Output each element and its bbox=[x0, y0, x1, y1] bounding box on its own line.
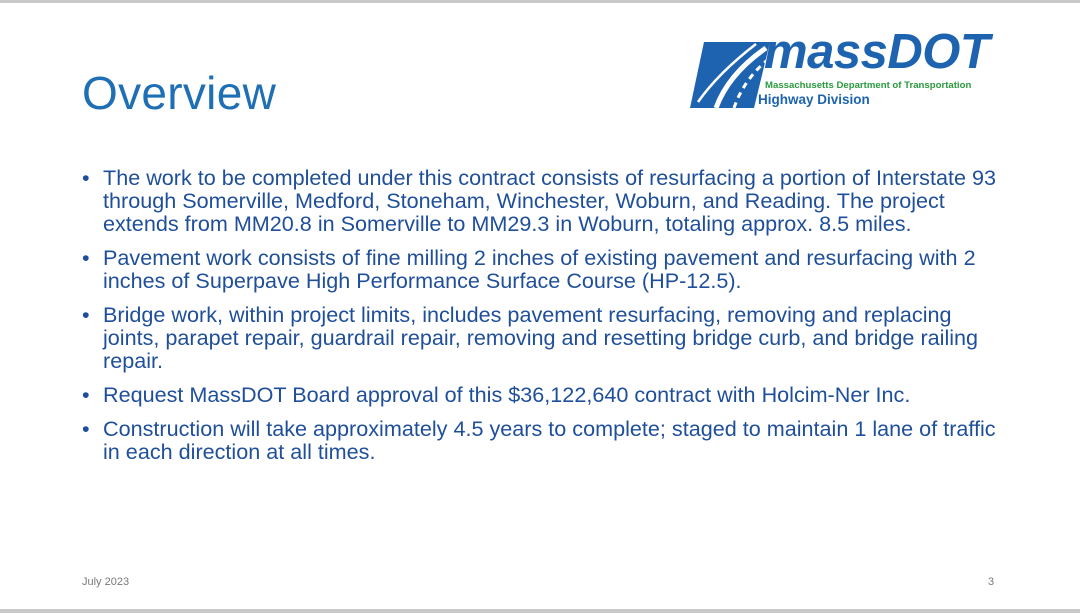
bullet-text: The work to be completed under this contract consists of resurfacing a portion of Interstate 93 through Somerville, Medford, Stoneham, Winchester, Woburn, and Reading. The project extends from MM20.8 in Somerville to MM29.3 in Woburn, totaling approx. 8.5 miles. bbox=[103, 165, 997, 236]
bullet-text: Bridge work, within project limits, includes pavement resurfacing, removing and replacing joints, parapet repair, guardrail repair, removing and resetting bridge curb, and bridge railing repair. bbox=[103, 302, 979, 373]
logo-subtitle: Massachusetts Department of Transportation bbox=[765, 80, 972, 91]
bullet-list bbox=[82, 166, 1002, 474]
bullet-item bbox=[82, 417, 1002, 463]
bullet-dot: • bbox=[82, 165, 90, 190]
logo-wordmark: massDOT bbox=[764, 25, 990, 79]
bullet-item bbox=[82, 166, 1002, 235]
bullet-dot: • bbox=[82, 382, 90, 407]
bullet-text: Construction will take approximately 4.5 years to complete; staged to maintain 1 lane of traffic in each direction at all times. bbox=[103, 416, 996, 464]
bullet-item bbox=[82, 383, 1002, 406]
bullet-item bbox=[82, 303, 1002, 372]
bullet-dot: • bbox=[82, 302, 90, 327]
bullet-text: Pavement work consists of fine milling 2 inches of existing pavement and resurfacing with 2 inches of Superpave High Performance Surface Course (HP-12.5). bbox=[103, 245, 976, 293]
logo-division: Highway Division bbox=[758, 92, 870, 107]
massdot-logo bbox=[690, 25, 1010, 112]
bottom-border bbox=[0, 609, 1080, 613]
bullet-text: Request MassDOT Board approval of this $36,122,640 contract with Holcim-Ner Inc. bbox=[103, 382, 911, 407]
footer-date: July 2023 bbox=[82, 576, 130, 588]
bullet-dot: • bbox=[82, 245, 90, 270]
bullet-dot: • bbox=[82, 416, 90, 441]
page-number: 3 bbox=[988, 576, 995, 588]
bullet-item bbox=[82, 246, 1002, 292]
page-title: Overview bbox=[82, 67, 277, 119]
top-border bbox=[0, 0, 1080, 3]
